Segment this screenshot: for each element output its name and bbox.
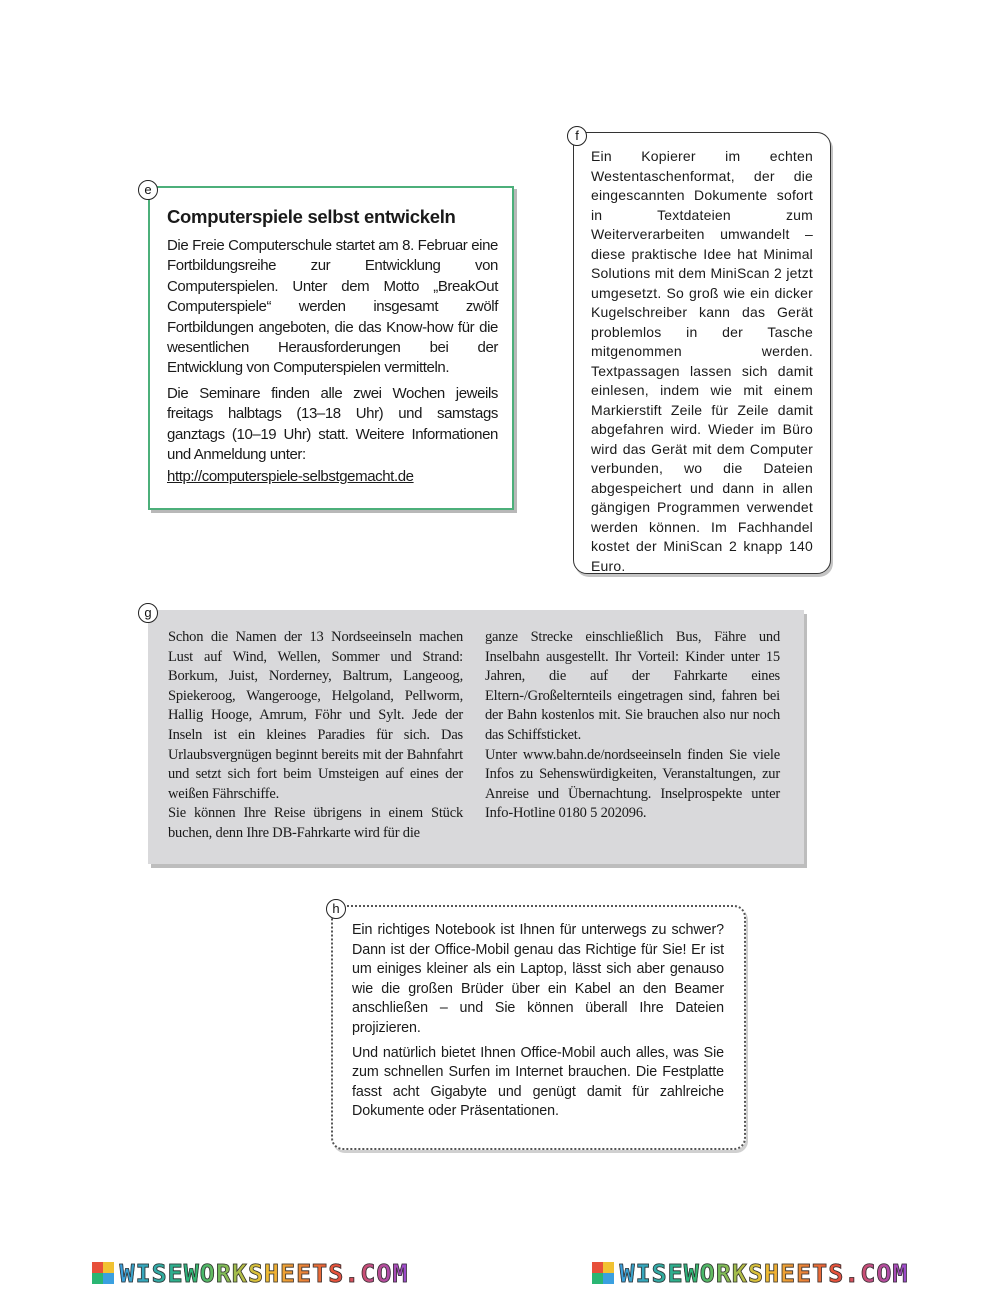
marker-e: e bbox=[138, 180, 158, 200]
article-e-title: Computerspiele selbst entwickeln bbox=[167, 206, 456, 227]
brand-logo-icon bbox=[92, 1262, 114, 1284]
article-e-link[interactable]: http://computerspiele-selbstgemacht.de bbox=[167, 468, 414, 485]
article-box-g bbox=[148, 610, 804, 864]
article-h-paragraph-2: Und natürlich bietet Ihnen Office-Mobil auch alles, was Sie zum schnellen Surfen im Internet brauchen. Die Festplatte fasst acht Gigabyte und genügt damit für zahlreiche Dokumente oder Präsentationen. bbox=[352, 1044, 724, 1120]
article-e-paragraph-1: Die Freie Computerschule startet am 8. Februar eine Fortbildungsreihe zur Entwicklung von Computerspielen. Unter dem Motto „BreakOut Computerspiele“ werden insgesamt zwölf Fortbildungen angeboten, die das Know-how für die wesentlichen Herausforderungen bei der Entwicklung von Computerspielen vermitteln. bbox=[167, 237, 498, 377]
article-g-col2-paragraph-2: Unter www.bahn.de/nordseeinseln finden Sie viele Infos zu Sehenswürdigkeiten, Veranstaltungen, zur Anreise und Übernachtung. Inselprospekte unter Info-Hotline 0180 5 202096. bbox=[485, 746, 780, 822]
article-box-e bbox=[148, 186, 514, 510]
article-box-h bbox=[331, 905, 746, 1150]
article-e-body bbox=[167, 236, 498, 470]
marker-h: h bbox=[326, 899, 346, 919]
watermark-text-1: WISEWORKSHEETS.COM bbox=[119, 1258, 409, 1288]
article-g-col1-paragraph-1: Schon die Namen der 13 Nordseeinseln machen Lust auf Wind, Wellen, Sommer und Strand: Borkum, Juist, Norderney, Baltrum, Langeoog, Spiekeroog, Wangerooge, Helgoland, Pellworm, Hallig Hooge, Amrum, Föhr und Sylt. Jede der Inseln ist ein kleines Paradies für sich. Das Urlaubsvergnügen beginnt bereits mit der Bahnfahrt und setzt sich fort beim Umsteigen auf eines der weißen Fährschiffe. bbox=[168, 629, 463, 802]
brand-logo-icon bbox=[592, 1262, 614, 1284]
article-h-body bbox=[352, 921, 724, 1127]
article-g-column-1 bbox=[168, 628, 463, 844]
watermark-brand-2 bbox=[592, 1259, 909, 1288]
article-g-col1-paragraph-2: Sie können Ihre Reise übrigens in einem Stück buchen, denn Ihre DB-Fahrkarte wird für die bbox=[168, 805, 463, 841]
footer-watermark bbox=[0, 1258, 1000, 1288]
marker-f: f bbox=[567, 126, 587, 146]
watermark-text-2: WISEWORKSHEETS.COM bbox=[619, 1258, 909, 1288]
article-e-paragraph-2: Die Seminare finden alle zwei Wochen jeweils freitags halbtags (13–18 Uhr) und samstags ganztags (10–19 Uhr) statt. Weitere Informationen und Anmeldung unter: bbox=[167, 384, 498, 464]
article-box-f bbox=[573, 132, 831, 574]
watermark-brand-1 bbox=[92, 1259, 409, 1288]
article-g-col2-paragraph-1: ganze Strecke einschließlich Bus, Fähre und Inselbahn ausgestellt. Ihr Vorteil: Kinder unter 15 Jahren, die auf der Fahrkarte eines Eltern-/Großelternteils eingetragen sind, fahren bei der Bahn kostenlos mit. Sie brauchen also nur noch das Schiffsticket. bbox=[485, 629, 780, 743]
article-f-body: Ein Kopierer im echten Westentaschenformat, der die eingescannten Dokumente sofort in Textdateien zum Weiterverarbeiten umwandelt – diese praktische Idee hat Minimal Solutions mit dem MiniScan 2 jetzt umgesetzt. So groß wie ein dicker Kugelschreiber kann das Gerät problemlos in der Tasche mitgenommen werden. Textpassagen lassen sich damit einlesen, indem wie mit einem Markierstift Zeile für Zeile damit abgefahren wird. Wieder im Büro wird das Gerät mit dem Computer verbunden, wo die Dateien abgespeichert und dann in allen gängigen Programmen verwendet werden können. Im Fachhandel kostet der MiniScan 2 knapp 140 Euro. bbox=[591, 148, 813, 574]
article-g-column-2 bbox=[485, 628, 780, 824]
marker-g: g bbox=[138, 603, 158, 623]
article-h-paragraph-1: Ein richtiges Notebook ist Ihnen für unterwegs zu schwer? Dann ist der Office-Mobil genau das Richtige für Sie! Er ist um einiges kleiner als ein Laptop, lässt sich aber genauso wie die großen Brüder über ein Kabel an den Beamer anschließen – und Sie können überall Ihre Dateien projizieren. bbox=[352, 922, 724, 1036]
